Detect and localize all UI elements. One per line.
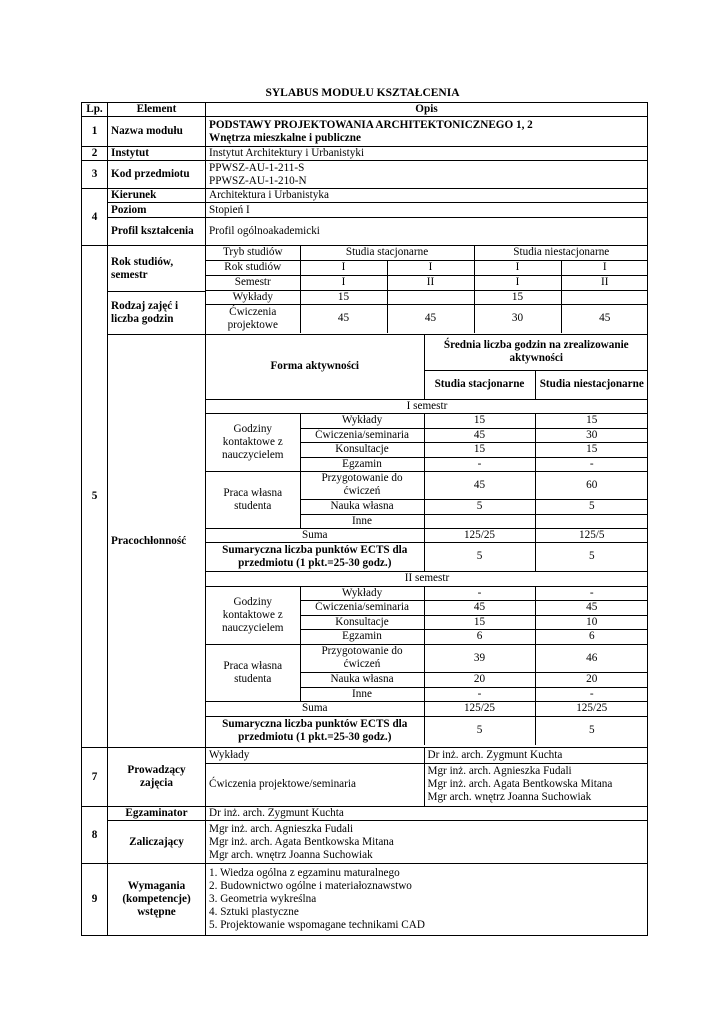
activity-name: Nauka własna bbox=[300, 672, 424, 687]
workload-header-row bbox=[206, 335, 648, 370]
rok-val: I bbox=[387, 260, 474, 275]
value-niestacjonarne: 30 bbox=[535, 428, 648, 442]
module-name-line1: PODSTAWY PROJEKTOWANIA ARCHITEKTONICZNEGO 1, 2 bbox=[209, 118, 533, 131]
ects-stacjonarne: 5 bbox=[424, 716, 535, 745]
wyklady-hours-val bbox=[387, 290, 474, 304]
study-mode-cell bbox=[206, 246, 648, 335]
row-7 bbox=[82, 748, 648, 807]
semester-1-label: I semestr bbox=[206, 399, 648, 413]
row-2 bbox=[82, 147, 648, 161]
row-5-pracochlonnosc bbox=[82, 335, 648, 748]
cwiczenia-hours-val: 45 bbox=[561, 304, 647, 333]
row-8-zaliczajacy bbox=[82, 821, 648, 864]
sem2-praca-label: Praca własna studenta bbox=[206, 644, 300, 701]
activity-name: Egzamin bbox=[300, 629, 424, 644]
activity-name: Ćwiczenia/seminaria bbox=[300, 428, 424, 442]
semester-1-header bbox=[206, 399, 648, 413]
row-3-label: Kod przedmiotu bbox=[108, 161, 206, 189]
module-name bbox=[206, 117, 648, 147]
sem1-row-wyklady bbox=[206, 413, 648, 428]
pracochlonnosc-label: Pracochłonność bbox=[108, 335, 206, 748]
value-niestacjonarne: - bbox=[535, 586, 648, 600]
value-niestacjonarne: 15 bbox=[535, 442, 648, 457]
semestr-val: I bbox=[300, 275, 387, 290]
ects-stacjonarne: 5 bbox=[424, 542, 535, 571]
ects-niestacjonarne: 5 bbox=[535, 542, 648, 571]
workload-table bbox=[206, 335, 648, 745]
value-niestacjonarne: 15 bbox=[535, 413, 648, 428]
requirement-item: 3. Geometria wykreślna bbox=[209, 893, 317, 905]
value-niestacjonarne: - bbox=[535, 687, 648, 701]
activity-name: Konsultacje bbox=[300, 615, 424, 629]
tryb-stacjonarne: Studia stacjonarne bbox=[300, 246, 474, 260]
semester-2-header bbox=[206, 571, 648, 586]
sem2-row-suma bbox=[206, 701, 648, 716]
header-row bbox=[82, 103, 648, 117]
activity-name: Nauka własna bbox=[300, 499, 424, 514]
row-9 bbox=[82, 864, 648, 936]
value-stacjonarne: 15 bbox=[424, 413, 535, 428]
sem2-row-ects bbox=[206, 716, 648, 745]
profil-label: Profil kształcenia bbox=[108, 218, 206, 246]
rok-val: I bbox=[300, 260, 387, 275]
sem2-row-przygotowanie bbox=[206, 644, 648, 672]
sem1-row-suma bbox=[206, 528, 648, 542]
ects-label: Sumaryczna liczba punktów ECTS dla przedmiotu (1 pkt.=25-30 godz.) bbox=[206, 542, 424, 571]
rok-row-label: Rok studiów bbox=[206, 260, 300, 275]
instructor-name: Mgr inż. arch. Agata Bentkowska Mitana bbox=[427, 778, 613, 791]
activity-name: Wykłady bbox=[300, 586, 424, 600]
row-1 bbox=[82, 117, 648, 147]
zaliczajacy-name: Mgr arch. wnętrz Joanna Suchowiak bbox=[209, 848, 373, 861]
col-niestacjonarne-header: Studia niestacjonarne bbox=[535, 370, 648, 399]
requirement-item: 2. Budownictwo ogólne i materiałoznawstwo bbox=[209, 880, 412, 892]
header-opis: Opis bbox=[206, 103, 648, 117]
row-7-lp: 7 bbox=[82, 748, 108, 807]
semester-2-label: II semestr bbox=[206, 571, 648, 586]
value-stacjonarne: 5 bbox=[424, 499, 535, 514]
row-4-kierunek bbox=[82, 189, 648, 203]
kierunek-label: Kierunek bbox=[108, 189, 206, 203]
activity-name: Ćwiczenia/seminaria bbox=[300, 600, 424, 615]
instructor-name: Mgr arch. wnętrz Joanna Suchowiak bbox=[427, 791, 592, 804]
row-5-lp: 5 bbox=[82, 246, 108, 748]
wyklady-hours-label: Wykłady bbox=[206, 290, 300, 304]
prowadzacy-label: Prowadzący zajęcia bbox=[108, 748, 206, 807]
sem1-row-ects bbox=[206, 542, 648, 571]
instructors-wyklady-row bbox=[206, 748, 648, 763]
wyklady-hours-val: 15 bbox=[474, 290, 561, 304]
zaliczajacy-name: Mgr inż. arch. Agnieszka Fudali bbox=[209, 822, 354, 835]
instructors-cell bbox=[206, 748, 648, 807]
cwiczenia-hours-label: Ćwiczenia projektowe bbox=[206, 304, 300, 333]
row-1-lp: 1 bbox=[82, 117, 108, 147]
semestr-val: I bbox=[474, 275, 561, 290]
row-9-lp: 9 bbox=[82, 864, 108, 936]
semestr-val: II bbox=[561, 275, 647, 290]
course-code-1: PPWSZ-AU-1-211-S bbox=[209, 161, 305, 174]
value-niestacjonarne: 6 bbox=[535, 629, 648, 644]
cwiczenia-hours-val: 45 bbox=[300, 304, 387, 333]
row-8-lp: 8 bbox=[82, 807, 108, 864]
value-niestacjonarne: 46 bbox=[535, 644, 648, 672]
egzaminator-label: Egzaminator bbox=[108, 807, 206, 821]
poziom-label: Poziom bbox=[108, 203, 206, 218]
kierunek-value: Architektura i Urbanistyka bbox=[206, 189, 648, 203]
ects-niestacjonarne: 5 bbox=[535, 716, 648, 745]
semestr-row bbox=[206, 275, 648, 290]
rok-val: I bbox=[561, 260, 647, 275]
activity-name: Przygotowanie do ćwiczeń bbox=[300, 644, 424, 672]
col-stacjonarne-header: Studia stacjonarne bbox=[424, 370, 535, 399]
activity-name: Egzamin bbox=[300, 457, 424, 471]
value-stacjonarne: - bbox=[424, 586, 535, 600]
value-niestacjonarne: 60 bbox=[535, 471, 648, 499]
tryb-label: Tryb studiów bbox=[206, 246, 300, 260]
document-title: SYLABUS MODUŁU KSZTAŁCENIA bbox=[265, 87, 460, 99]
row-4-poziom bbox=[82, 203, 648, 218]
cwiczenia-hours-row bbox=[206, 304, 648, 333]
requirement-item: 4. Sztuki plastyczne bbox=[209, 906, 299, 918]
instructor-name: Mgr inż. arch. Agnieszka Fudali bbox=[427, 765, 572, 778]
forma-aktywnosci-header: Forma aktywności bbox=[206, 335, 424, 399]
instructors-table bbox=[206, 748, 648, 806]
value-stacjonarne: 39 bbox=[424, 644, 535, 672]
cwiczenia-hours-val: 30 bbox=[474, 304, 561, 333]
sem1-kontakt-label: Godziny kontaktowe z nauczycielem bbox=[206, 413, 300, 471]
row-3 bbox=[82, 161, 648, 189]
semestr-row-label: Semestr bbox=[206, 275, 300, 290]
value-stacjonarne bbox=[424, 514, 535, 528]
zaliczajacy-name: Mgr inż. arch. Agata Bentkowska Mitana bbox=[209, 835, 394, 848]
value-stacjonarne: 20 bbox=[424, 672, 535, 687]
srednia-header: Średnia liczba godzin na zrealizowanie aktywności bbox=[424, 335, 648, 370]
wyklady-hours-val: 15 bbox=[300, 290, 387, 304]
course-code bbox=[206, 161, 648, 189]
instructors-cwiczenia-label: Ćwiczenia projektowe/seminaria bbox=[206, 763, 424, 806]
rok-semestr-label: Rok studiów, semestr bbox=[108, 246, 206, 292]
tryb-niestacjonarne: Studia niestacjonarne bbox=[474, 246, 647, 260]
rodzaj-zajec-label: Rodzaj zajęć i liczba godzin bbox=[108, 292, 206, 335]
semestr-val: II bbox=[387, 275, 474, 290]
instructors-wyklady-label: Wykłady bbox=[206, 748, 424, 763]
header-element: Element bbox=[108, 103, 206, 117]
wyklady-hours-row bbox=[206, 290, 648, 304]
rok-row bbox=[206, 260, 648, 275]
requirement-item: 1. Wiedza ogólna z egzaminu maturalnego bbox=[209, 867, 400, 879]
value-stacjonarne: 45 bbox=[424, 471, 535, 499]
module-name-line2: Wnętrza mieszkalne i publiczne bbox=[209, 131, 361, 144]
row-5-rok bbox=[82, 246, 648, 292]
row-2-label: Instytut bbox=[108, 147, 206, 161]
row-4-lp: 4 bbox=[82, 189, 108, 246]
row-8-egzaminator bbox=[82, 807, 648, 821]
poziom-value: Stopień I bbox=[206, 203, 648, 218]
cwiczenia-hours-val: 45 bbox=[387, 304, 474, 333]
activity-name: Inne bbox=[300, 687, 424, 701]
egzaminator-value: Dr inż. arch. Zygmunt Kuchta bbox=[206, 807, 648, 821]
course-code-2: PPWSZ-AU-1-210-N bbox=[209, 174, 307, 187]
instructors-cwiczenia-row bbox=[206, 763, 648, 806]
instructors-cwiczenia-list bbox=[424, 763, 648, 806]
sem2-kontakt-label: Godziny kontaktowe z nauczycielem bbox=[206, 586, 300, 644]
value-stacjonarne: 45 bbox=[424, 600, 535, 615]
suma-stacjonarne: 125/25 bbox=[424, 701, 535, 716]
instructor-name: Dr inż. arch. Zygmunt Kuchta bbox=[424, 748, 648, 763]
value-stacjonarne: - bbox=[424, 457, 535, 471]
value-stacjonarne: 6 bbox=[424, 629, 535, 644]
rok-val: I bbox=[474, 260, 561, 275]
activity-name: Konsultacje bbox=[300, 442, 424, 457]
value-niestacjonarne bbox=[535, 514, 648, 528]
suma-label: Suma bbox=[206, 701, 424, 716]
sem1-praca-label: Praca własna studenta bbox=[206, 471, 300, 528]
value-niestacjonarne: 5 bbox=[535, 499, 648, 514]
sem2-row-wyklady bbox=[206, 586, 648, 600]
wymagania-list bbox=[206, 864, 648, 936]
suma-label: Suma bbox=[206, 528, 424, 542]
zaliczajacy-list bbox=[206, 821, 648, 864]
activity-name: Przygotowanie do ćwiczeń bbox=[300, 471, 424, 499]
header-lp: Lp. bbox=[82, 103, 108, 117]
value-stacjonarne: 15 bbox=[424, 615, 535, 629]
ects-label: Sumaryczna liczba punktów ECTS dla przedmiotu (1 pkt.=25-30 godz.) bbox=[206, 716, 424, 745]
suma-niestacjonarne: 125/25 bbox=[535, 701, 648, 716]
value-stacjonarne: 45 bbox=[424, 428, 535, 442]
activity-name: Inne bbox=[300, 514, 424, 528]
row-1-label: Nazwa modułu bbox=[108, 117, 206, 147]
institute-value: Instytut Architektury i Urbanistyki bbox=[206, 147, 648, 161]
value-niestacjonarne: 10 bbox=[535, 615, 648, 629]
row-2-lp: 2 bbox=[82, 147, 108, 161]
row-4-profil bbox=[82, 218, 648, 246]
value-niestacjonarne: 45 bbox=[535, 600, 648, 615]
syllabus-table bbox=[81, 102, 648, 936]
zaliczajacy-label: Zaliczający bbox=[108, 821, 206, 864]
study-mode-table bbox=[206, 246, 648, 333]
profil-value: Profil ogólnoakademicki bbox=[206, 218, 648, 246]
tryb-row bbox=[206, 246, 648, 260]
value-niestacjonarne: 20 bbox=[535, 672, 648, 687]
row-3-lp: 3 bbox=[82, 161, 108, 189]
value-stacjonarne: - bbox=[424, 687, 535, 701]
workload-cell bbox=[206, 335, 648, 748]
value-niestacjonarne: - bbox=[535, 457, 648, 471]
value-stacjonarne: 15 bbox=[424, 442, 535, 457]
suma-niestacjonarne: 125/5 bbox=[535, 528, 648, 542]
activity-name: Wykłady bbox=[300, 413, 424, 428]
wymagania-label: Wymagania (kompetencje) wstępne bbox=[108, 864, 206, 936]
suma-stacjonarne: 125/25 bbox=[424, 528, 535, 542]
requirement-item: 5. Projektowanie wspomagane technikami CAD bbox=[209, 919, 425, 931]
sem1-row-przygotowanie bbox=[206, 471, 648, 499]
wyklady-hours-val bbox=[561, 290, 647, 304]
